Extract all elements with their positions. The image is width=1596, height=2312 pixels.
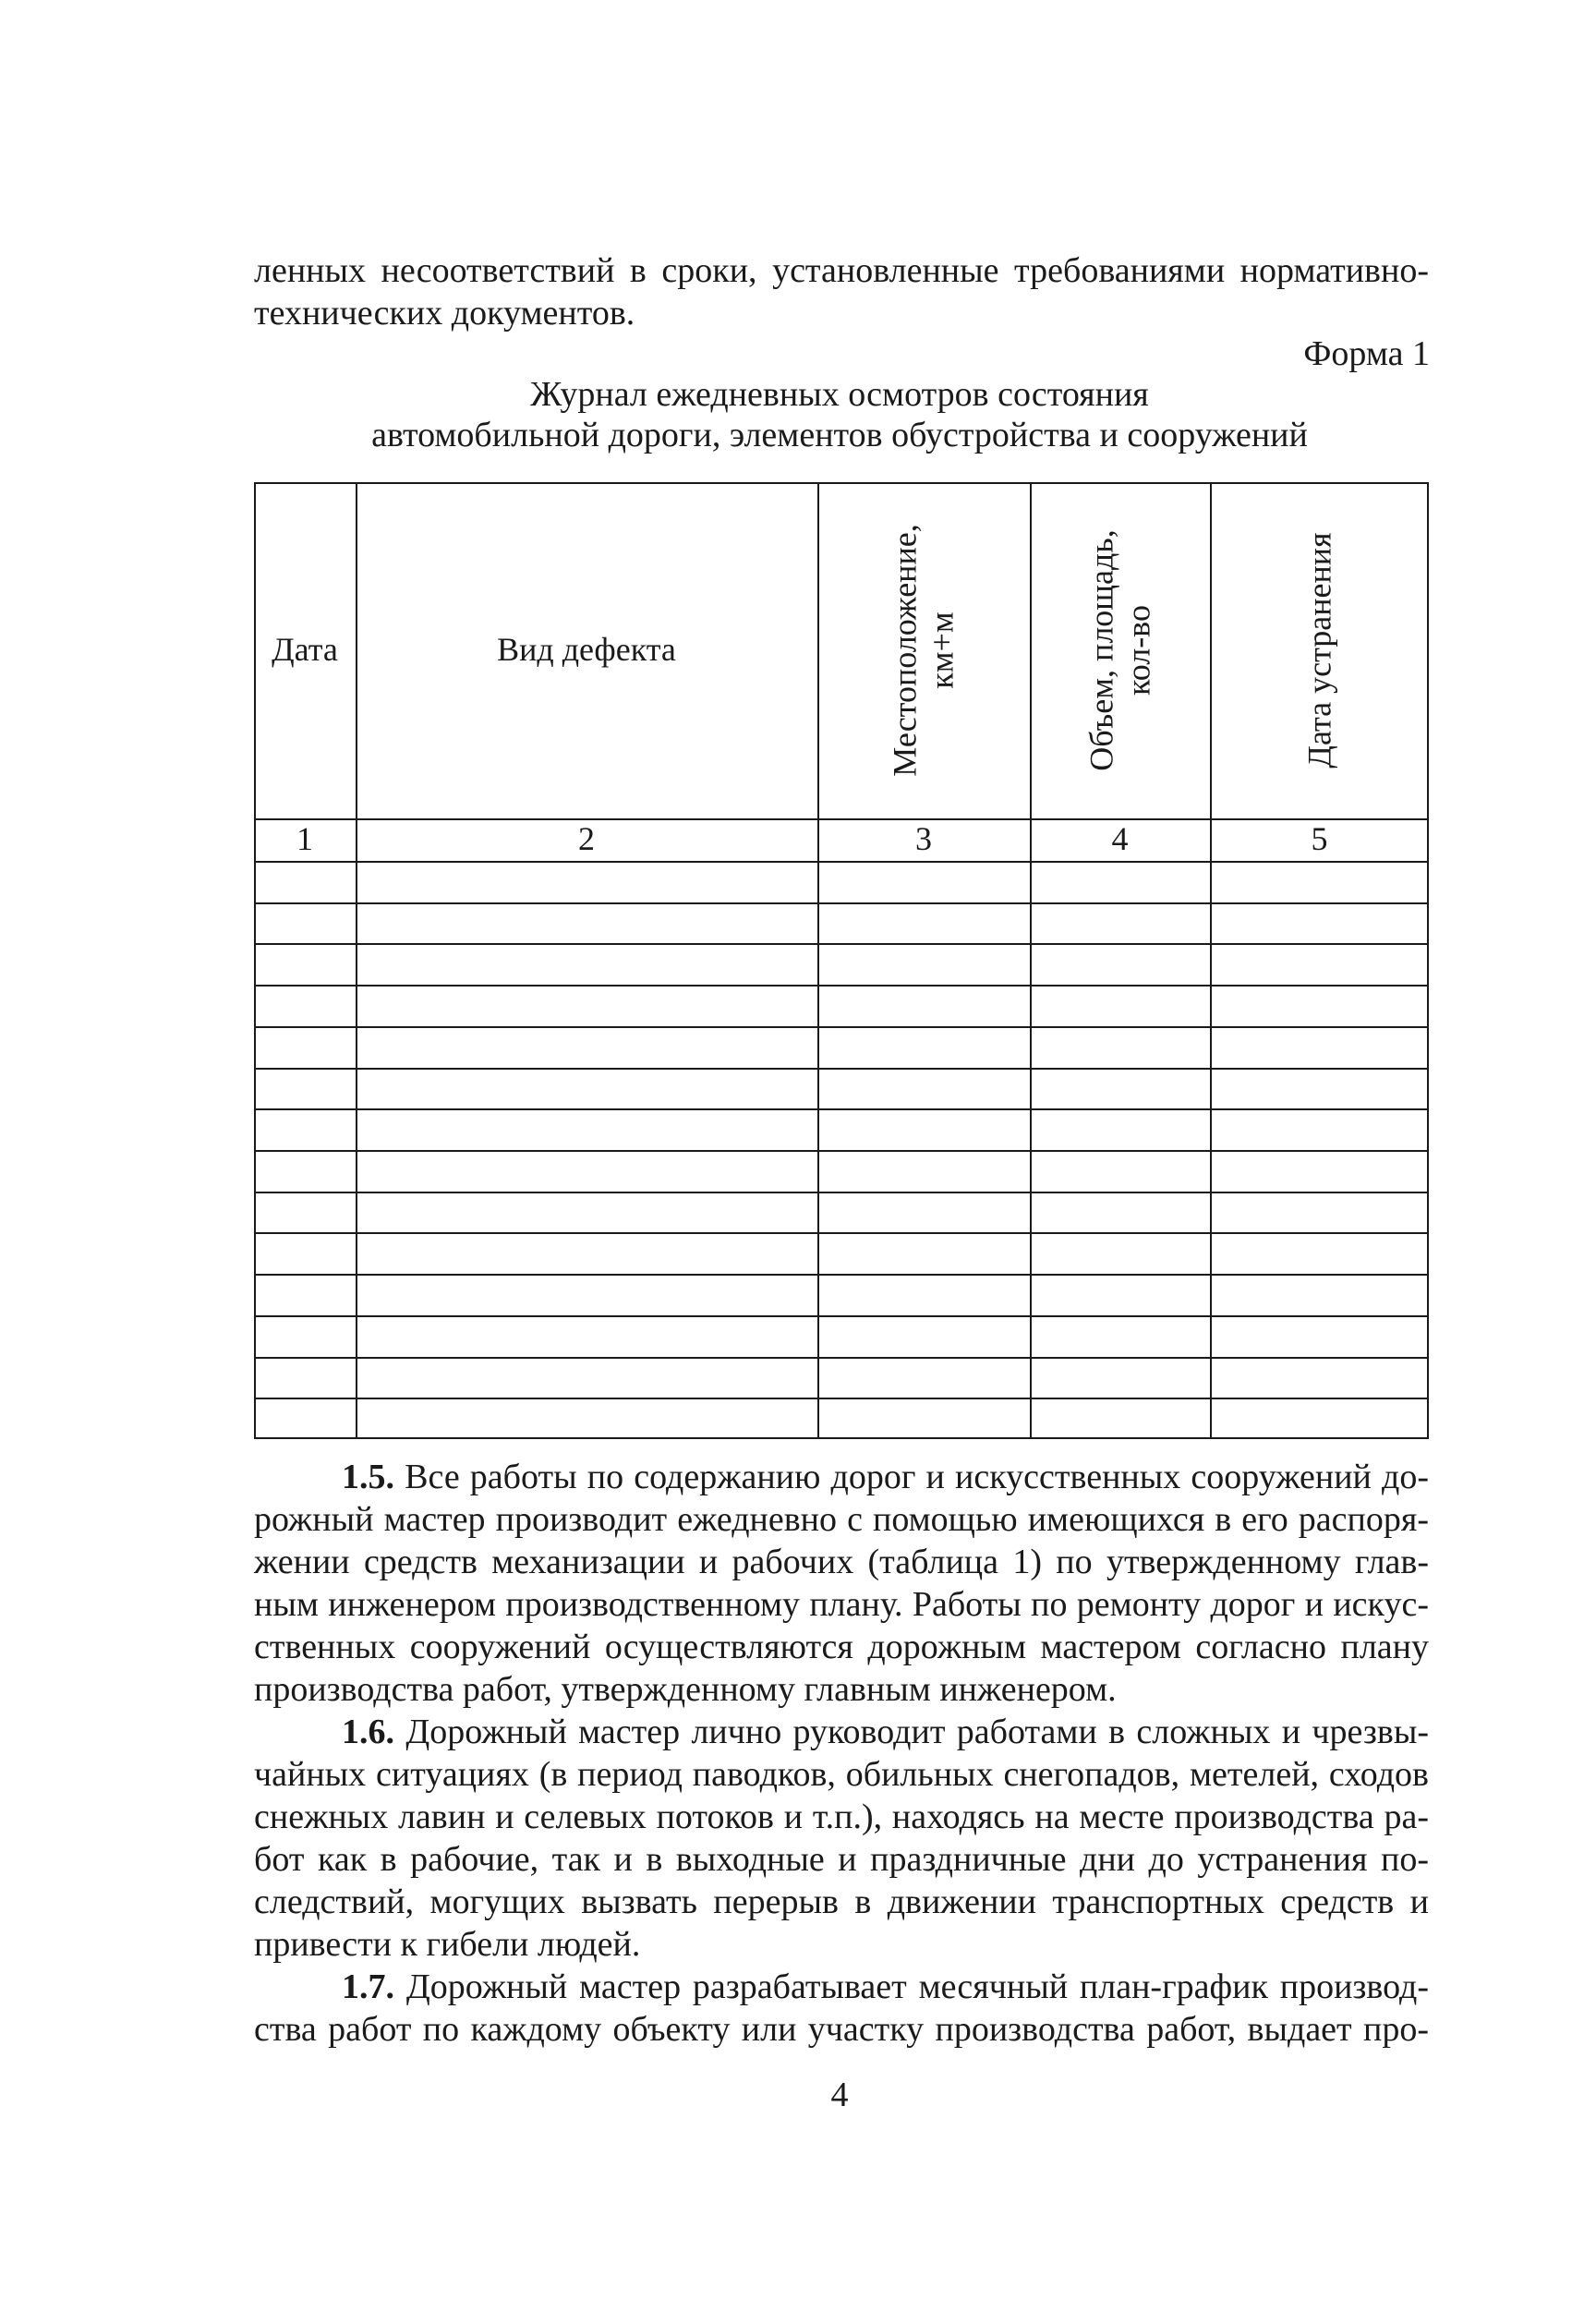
column-number-2: 2 (578, 820, 595, 857)
paragraph-line (254, 1966, 1429, 2008)
header-location-line-2: км+м (924, 611, 961, 689)
page-number: 4 (830, 2076, 849, 2114)
table-row-divider (254, 1150, 1429, 1152)
paragraph-1-7 (254, 1966, 1429, 2051)
table-row-divider (254, 1108, 1429, 1110)
paragraph-line: чайных ситуациях (в период паводков, обильных снегопадов, метелей, сходов (254, 1755, 1429, 1794)
header-fix-date-text: Дата устранения (1300, 532, 1338, 769)
inspection-journal-table (254, 482, 1429, 1439)
paragraph-text: Дорожный мастер лично руководит работами в сложных и чрезвы- (405, 1713, 1430, 1751)
table-row-divider (254, 1398, 1429, 1399)
paragraph-number: 1.7. (342, 1967, 394, 2006)
column-number-5: 5 (1311, 820, 1328, 857)
paragraph-text: Все работы по содержанию дорог и искусственных сооружений до- (405, 1458, 1430, 1496)
paragraph-number: 1.6. (342, 1713, 394, 1751)
paragraph-line: следствий, могущих вызвать перерыв в движении транспортных средств и (254, 1882, 1429, 1921)
header-volume (1030, 482, 1210, 818)
header-location-line-1: Местоположение, (887, 524, 924, 777)
column-number-1: 1 (296, 820, 313, 857)
header-volume-line-1: Объем, площадь, (1082, 529, 1120, 771)
table-row-divider (254, 1068, 1429, 1070)
header-date: Дата (272, 631, 338, 668)
paragraph-text: Дорожный мастер разрабатывает месячный план-график производ- (405, 1967, 1430, 2006)
journal-title-line-2: автомобильной дороги, элементов обустройства и сооружений (371, 416, 1308, 454)
journal-title-line-1: Журнал ежедневных осмотров состояния (530, 375, 1149, 414)
table-row-divider (254, 985, 1429, 987)
header-location (817, 482, 1030, 818)
column-divider (356, 482, 357, 1439)
table-row-divider (254, 1274, 1429, 1276)
continuation-line-1: ленных несоответствий в сроки, установленные требованиями нормативно- (254, 251, 1429, 290)
paragraph-1-5 (254, 1456, 1429, 1711)
table-row-divider (254, 902, 1429, 904)
table-row-divider (254, 1315, 1429, 1317)
paragraph-line: рожный мастер производит ежедневно с помощью имеющихся в его распоря- (254, 1500, 1429, 1539)
table-row-divider (254, 1357, 1429, 1359)
paragraph-line: бот как в рабочие, так и в выходные и праздничные дни до устранения по- (254, 1840, 1429, 1879)
paragraph-line: ственных сооружений осуществляются дорожным мастером согласно плану (254, 1628, 1429, 1666)
table-row-divider (254, 1232, 1429, 1234)
continuation-line-2: технических документов. (254, 294, 635, 333)
paragraph-line: ным инженером производственному плану. Работы по ремонту дорог и искус- (254, 1585, 1429, 1624)
paragraph-line (254, 1456, 1429, 1498)
form-label: Форма 1 (1303, 334, 1430, 373)
paragraph-number: 1.5. (342, 1458, 394, 1496)
paragraph-line: привести к гибели людей. (254, 1925, 641, 1964)
number-row-divider (254, 861, 1429, 863)
header-defect-type: Вид дефекта (497, 631, 676, 668)
header-volume-line-2: кол-во (1119, 605, 1157, 696)
paragraph-line (254, 1711, 1429, 1753)
paragraph-line: снежных лавин и селевых потоков и т.п.), находясь на месте производства ра- (254, 1798, 1429, 1836)
header-fix-date (1210, 482, 1429, 818)
paragraph-line: производства работ, утвержденному главным инженером. (254, 1670, 1117, 1709)
table-row-divider (254, 943, 1429, 945)
table-row-divider (254, 1192, 1429, 1193)
table-row-divider (254, 1026, 1429, 1028)
paragraph-line: жении средств механизации и рабочих (таблица 1) по утвержденному глав- (254, 1543, 1429, 1581)
column-number-4: 4 (1111, 820, 1129, 857)
column-number-3: 3 (915, 820, 932, 857)
paragraph-line: ства работ по каждому объекту или участку производства работ, выдает про- (254, 2010, 1429, 2049)
paragraph-1-6 (254, 1711, 1429, 1966)
